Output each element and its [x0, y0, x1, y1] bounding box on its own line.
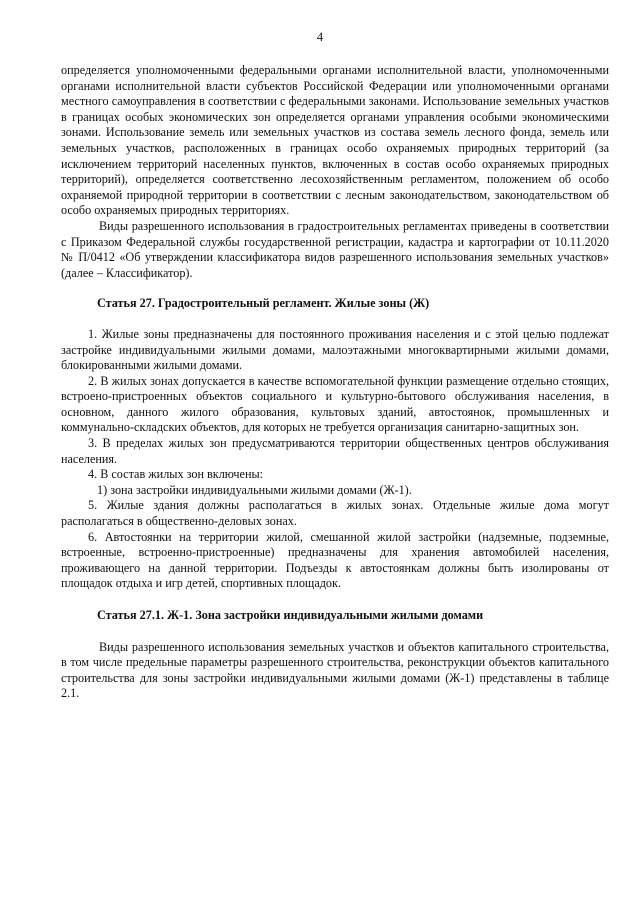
- page-number: 4: [316, 30, 324, 44]
- article-27-item-1: 1. Жилые зоны предназначены для постоянного проживания населения и с этой целью подлежат застройке индивидуальными жилыми домами, малоэтажными многоквартирными жилыми домами, блокированными жилыми домами.: [61, 326, 609, 373]
- article-27-1-text: Виды разрешенного использования земельных участков и объектов капитального строительства, в том числе предельные параметры разрешенного строительства, реконструкции объектов капитального строительства для зоны застройки индивидуальными жилыми домами (Ж-1) представлены в таблице 2.1.: [61, 639, 609, 701]
- article-27-item-4-sub-1: 1) зона застройки индивидуальными жилыми домами (Ж-1).: [97, 482, 412, 497]
- article-27-item-4: 4. В состав жилых зон включены:: [88, 467, 264, 482]
- paragraph-classifier: Виды разрешенного использования в градостроительных регламентах приведены в соответствии с Приказом Федеральной службы государственной регистрации, кадастра и картографии от 10.11.2020 № П/0412 «Об утверждении классификатора видов разрешенного использования земельных участков» (далее – Классификатор).: [61, 218, 609, 280]
- article-27-item-5: 5. Жилые здания должны располагаться в жилых зонах. Отдельные жилые дома могут располагаться в общественно-деловых зонах.: [61, 498, 609, 529]
- article-27-item-3: 3. В пределах жилых зон предусматриваются территории общественных центров обслуживания населения.: [61, 436, 609, 466]
- article-27-item-2: 2. В жилых зонах допускается в качестве вспомогательной функции размещение отдельно стоящих, встроено-пристроенных объектов социального и культурно-бытового обслуживания населения, в основном, данного жилого образования, культовых зданий, автостоянок, промышленных и коммунально-складских объектов, для которых не требуется организация санитарно-защитных зон.: [61, 373, 609, 435]
- document-body: [61, 63, 609, 702]
- article-27-heading: Статья 27. Градостроительный регламент. Жилые зоны (Ж): [97, 296, 430, 311]
- article-27-1-heading: Статья 27.1. Ж-1. Зона застройки индивидуальными жилыми домами: [97, 608, 484, 622]
- article-27-item-6: 6. Автостоянки на территории жилой, смешанной жилой застройки (надземные, подземные, встроенные, встроенно-пристроенные) предназначены для хранения автомобилей населения, проживающего на данной территории. Подъезды к автостоянкам должны быть изолированы от площадок отдыха и игр детей, спортивных площадок.: [61, 529, 609, 591]
- paragraph-continuation: определяется уполномоченными федеральными органами исполнительной власти, уполномоченными органами исполнительной власти субъектов Российской Федерации или уполномоченными органами местного самоуправления в соответствии с федеральными законами. Использование земельных участков в границах особых экономических зон определяется органами управления особыми экономическими зонами. Использование земель или земельных участков из состава земель лесного фонда, земель или земельных участков, расположенных в границах особо охраняемых природных территорий (за исключением территорий населенных пунктов, включенных в состав особо охраняемых природных территорий), определяется соответственно лесохозяйственным регламентом, положением об особо охраняемой природной территории в соответствии с лесным законодательством, законодательством об особо охраняемых природных территориях.: [61, 63, 609, 218]
